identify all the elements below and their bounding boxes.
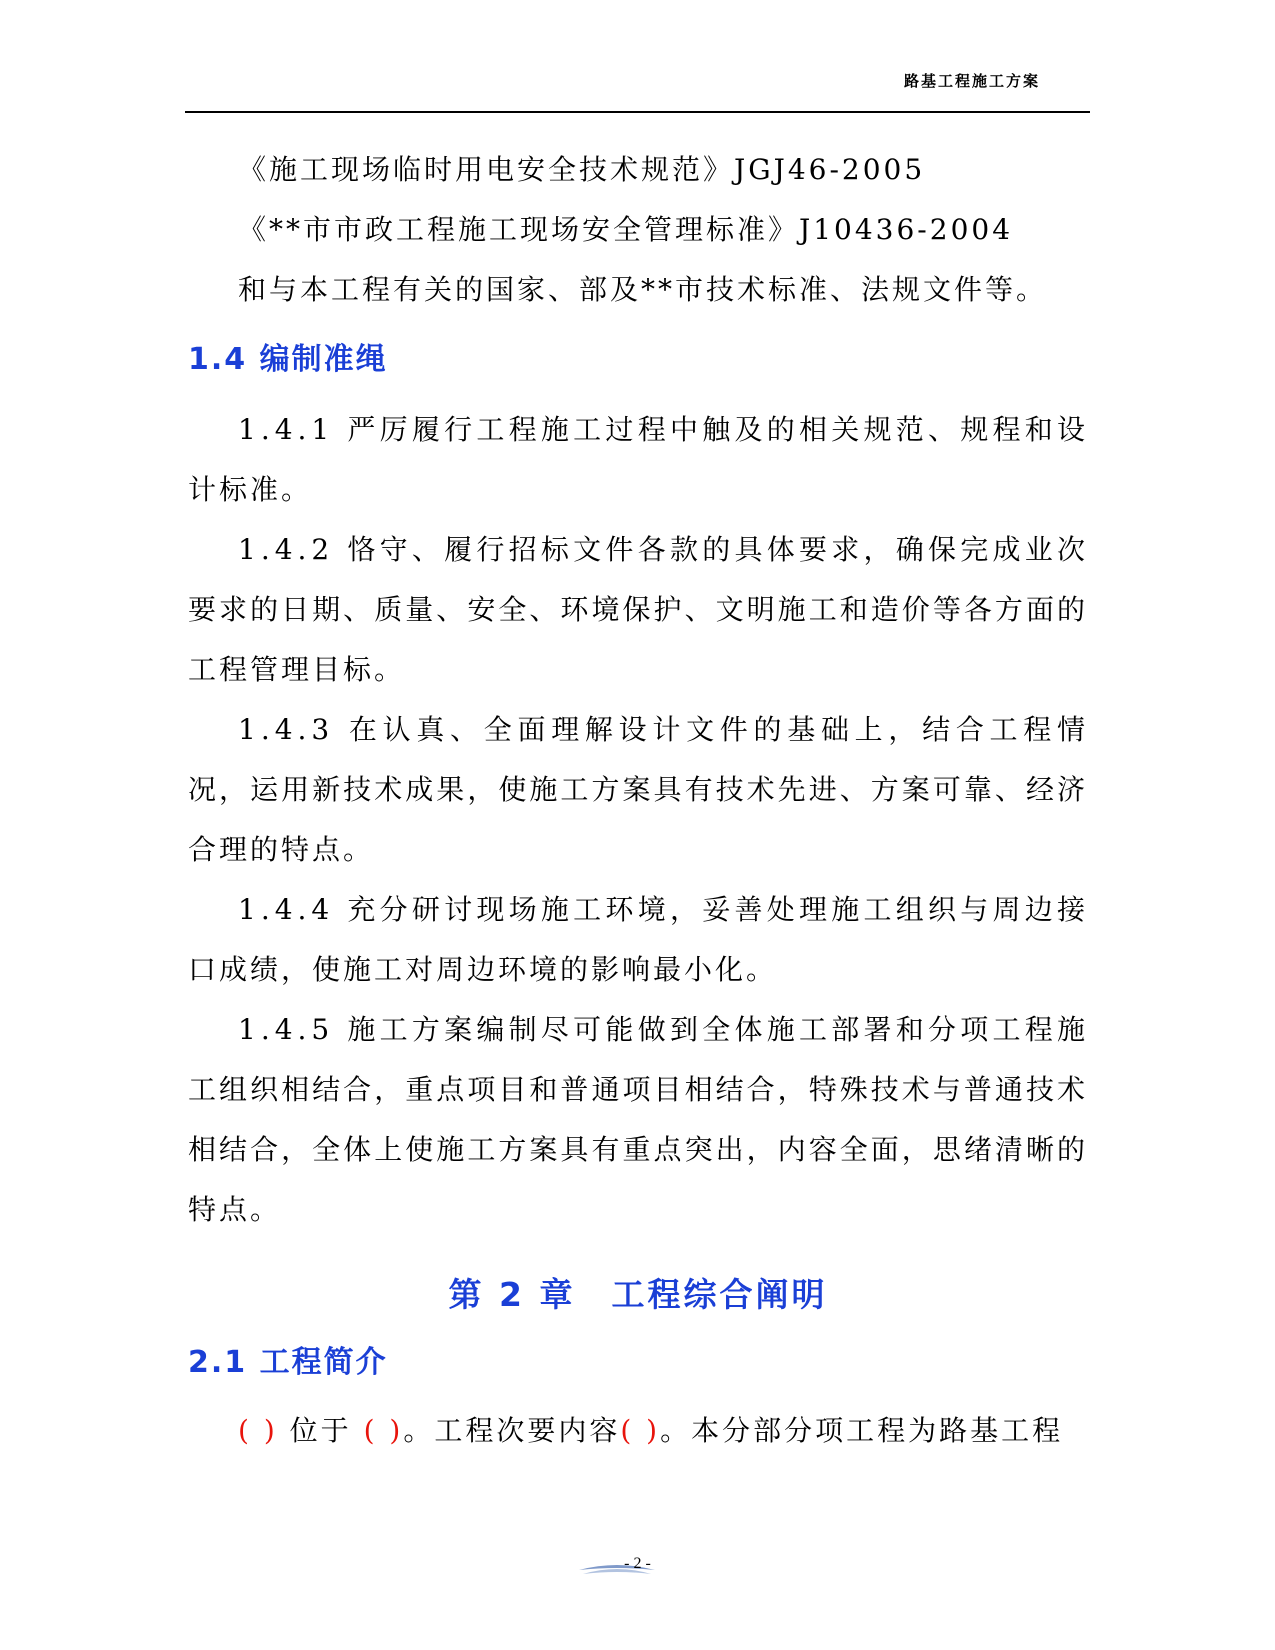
page-body — [188, 140, 1088, 1461]
paragraph-1-4-1 — [188, 400, 1088, 520]
page-number: - 2 - — [624, 1555, 651, 1572]
paragraph-1-4-3 — [188, 700, 1088, 880]
item-text: 严厉履行工程施工过程中触及的相关规范、规程和设计标准。 — [188, 413, 1088, 506]
chapter-title: 第 2 章 工程综合阐明 — [448, 1275, 828, 1314]
reference-line: 和与本工程有关的国家、部及**市技术标准、法规文件等。 — [238, 273, 1048, 306]
placeholder-blank: ( ) — [363, 1414, 404, 1447]
body-text: 。工程次要内容 — [403, 1414, 621, 1447]
header-divider — [185, 111, 1090, 113]
paragraph-1-4-5 — [188, 1000, 1088, 1240]
body-text: 。本分部分项工程为路基工程 — [660, 1414, 1064, 1447]
section-heading-2-1: 2.1 工程简介 — [188, 1345, 388, 1380]
paragraph-1-4-4 — [188, 880, 1088, 1000]
item-number: 1.4.3 — [238, 713, 335, 746]
item-text: 施工方案编制尽可能做到全体施工部署和分项工程施工组织相结合，重点项目和普通项目相结合，特殊技术与普通技术相结合，全体上使施工方案具有重点突出，内容全面，思绪清晰的特点。 — [188, 1013, 1088, 1226]
section-heading-1-4: 1.4 编制准绳 — [188, 342, 388, 377]
item-text: 在认真、全面理解设计文件的基础上，结合工程情况，运用新技术成果，使施工方案具有技术先进、方案可靠、经济合理的特点。 — [188, 713, 1088, 866]
body-text: 位于 — [289, 1414, 352, 1447]
item-number: 1.4.2 — [238, 533, 335, 566]
item-text: 恪守、履行招标文件各款的具体要求，确保完成业次要求的日期、质量、安全、环境保护、文明施工和造价等各方面的工程管理目标。 — [188, 533, 1088, 686]
reference-line: 《**市市政工程施工现场安全管理标准》J10436-2004 — [238, 213, 1014, 246]
item-number: 1.4.5 — [238, 1013, 335, 1046]
paragraph-2-1 — [188, 1401, 1088, 1461]
item-number: 1.4.4 — [238, 893, 335, 926]
reference-line: 《施工现场临时用电安全技术规范》JGJ46-2005 — [238, 153, 926, 186]
paragraph-1-4-2 — [188, 520, 1088, 700]
item-text: 充分研讨现场施工环境，妥善处理施工组织与周边接口成绩，使施工对周边环境的影响最小化。 — [188, 893, 1088, 986]
running-header-title: 路基工程施工方案 — [903, 72, 1040, 90]
item-number: 1.4.1 — [238, 413, 335, 446]
page-footer — [0, 1553, 1275, 1573]
placeholder-blank: ( ) — [238, 1414, 278, 1447]
placeholder-blank: ( ) — [620, 1414, 661, 1447]
